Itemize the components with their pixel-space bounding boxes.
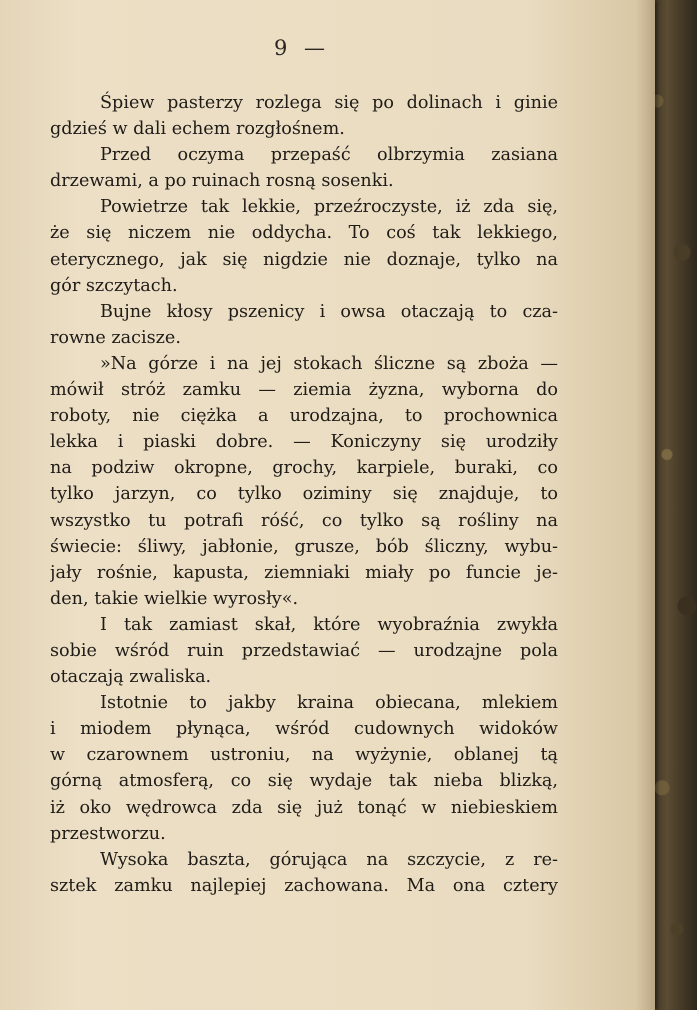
text-line: lekka i piaski dobre. — Koniczyny się urodziły (50, 432, 558, 453)
header-dash: — (304, 36, 327, 60)
text-line: w czarownem ustroniu, na wyżynie, oblanej tą (50, 745, 558, 766)
text-line: na podziw okropne, grochy, karpiele, buraki, co (50, 458, 558, 479)
text-line: »Na górze i na jej stokach śliczne są zboża — (100, 353, 558, 374)
text-line: górną atmosferą, co się wydaje tak nieba blizką, (50, 771, 558, 792)
text-line: że się niczem nie oddycha. To coś tak lekkiego, (50, 223, 558, 244)
text-line: drzewami, a po ruinach rosną sosenki. (50, 171, 394, 192)
text-line: mówił stróż zamku — ziemia żyzna, wyborna do (50, 380, 558, 401)
text-line: iż oko wędrowca zda się już tonąć w niebieskiem (50, 797, 558, 818)
text-line: den, takie wielkie wyrosły«. (50, 588, 299, 609)
text-line: tylko jarzyn, co tylko oziminy się znajduje, to (50, 484, 558, 505)
text-line: sobie wśród ruin przedstawiać — urodzajne pola (50, 640, 558, 661)
text-line: przestworzu. (50, 823, 166, 844)
text-line: Istotnie to jakby kraina obiecana, mlekiem (100, 693, 558, 714)
text-line: wszystko tu potrafi róść, co tylko są rośliny na (50, 510, 558, 531)
text-line: sztek zamku najlepiej zachowana. Ma ona cztery (50, 875, 558, 896)
text-line: gór szczytach. (50, 275, 178, 296)
text-line: I tak zamiast skał, które wyobraźnia zwykła (100, 614, 558, 635)
text-line: otaczają zwaliska. (50, 667, 212, 688)
text-line: roboty, nie ciężka a urodzajna, to prochownica (50, 406, 558, 427)
text-line: Bujne kłosy pszenicy i owsa otaczają to cza- (100, 301, 558, 322)
text-line: Wysoka baszta, górująca na szczycie, z re- (100, 849, 558, 870)
page-number: 9 (273, 36, 289, 60)
text-line: Powietrze tak lekkie, przeźroczyste, iż zda się, (100, 197, 558, 218)
text-line: rowne zacisze. (50, 327, 181, 348)
text-line: świecie: śliwy, jabłonie, grusze, bób śliczny, wybu- (50, 536, 558, 557)
text-line: jały rośnie, kapusta, ziemniaki miały po funcie je- (50, 562, 558, 583)
text-line: Śpiew pasterzy rozlega się po dolinach i ginie (100, 93, 558, 113)
text-line: gdzieś w dali echem rozgłośnem. (50, 119, 345, 140)
text-line: i miodem płynąca, wśród cudownych widoków (50, 719, 558, 740)
text-line: eterycznego, jak się nigdzie nie doznaje, tylko na (50, 249, 558, 270)
page-header (0, 36, 600, 60)
text-line: Przed oczyma przepaść olbrzymia zasiana (100, 145, 558, 166)
body-text (50, 90, 558, 899)
